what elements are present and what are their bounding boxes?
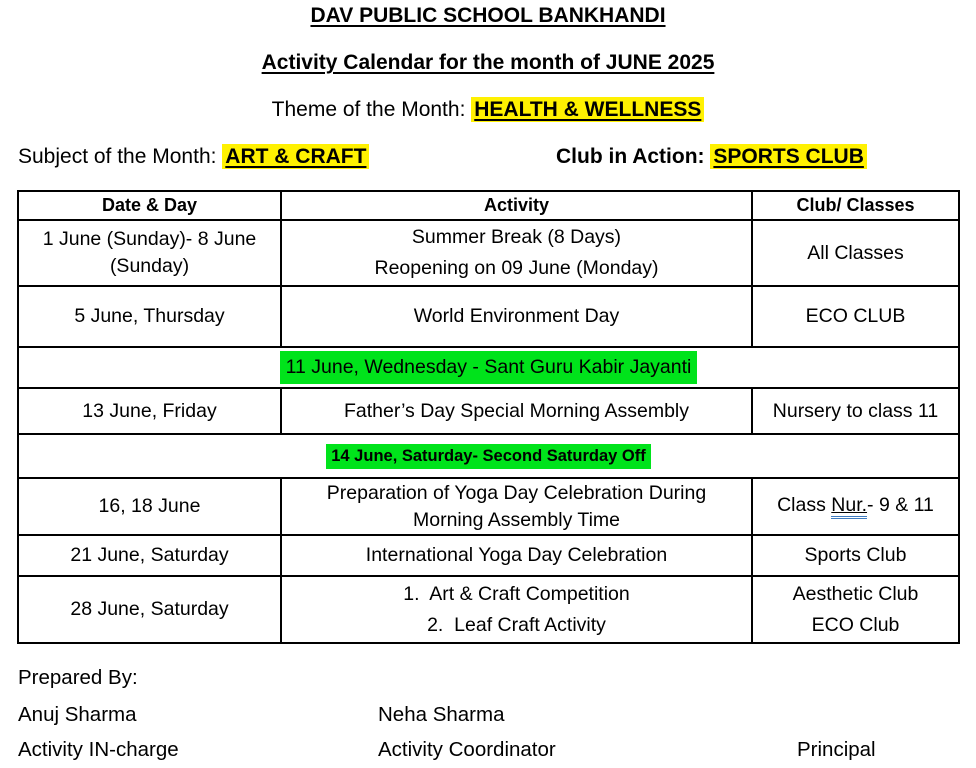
- coordinator-role: Activity Coordinator: [378, 738, 556, 761]
- cell-merged-note: [18, 347, 959, 388]
- green-highlight-text: 11 June, Wednesday - Sant Guru Kabir Jayanti: [280, 351, 698, 384]
- cell-club: [752, 576, 959, 643]
- activity-line: Preparation of Yoga Day Celebration During: [326, 481, 707, 504]
- cell-date: [18, 220, 281, 286]
- incharge-role: Activity IN-charge: [18, 738, 179, 761]
- subject-club-line: [0, 145, 976, 175]
- club-text-grammar-underline: Nur.: [831, 495, 867, 519]
- activity-line: Morning Assembly Time: [413, 508, 620, 531]
- theme-line: [0, 98, 976, 122]
- table-row-kabir-jayanti: [18, 347, 959, 388]
- table-row-yoga-preparation: [18, 478, 959, 535]
- cell-date: 16, 18 June: [18, 478, 281, 535]
- club-line: ECO Club: [811, 613, 900, 636]
- table-row-yoga-day: [18, 535, 959, 576]
- column-header-club: Club/ Classes: [752, 191, 959, 220]
- table-row-second-saturday: [18, 434, 959, 478]
- theme-value-highlight: HEALTH & WELLNESS: [471, 97, 704, 122]
- table-row-fathers-day: [18, 388, 959, 434]
- date-line: 1 June (Sunday)- 8 June: [42, 228, 257, 250]
- cell-activity: [281, 478, 752, 535]
- calendar-title: [0, 51, 976, 75]
- green-highlight-text: 14 June, Saturday- Second Saturday Off: [326, 444, 651, 469]
- theme-label: Theme of the Month:: [271, 98, 472, 121]
- cell-club: ECO CLUB: [752, 286, 959, 347]
- school-name: [0, 4, 976, 28]
- activity-table: [17, 190, 960, 644]
- table-header-row: [18, 191, 959, 220]
- activity-line: Summer Break (8 Days): [411, 226, 622, 248]
- cell-club: Sports Club: [752, 535, 959, 576]
- column-header-activity: Activity: [281, 191, 752, 220]
- table-row-summer-break: [18, 220, 959, 286]
- cell-date: 28 June, Saturday: [18, 576, 281, 643]
- cell-activity: International Yoga Day Celebration: [281, 535, 752, 576]
- table-row-art-craft: [18, 576, 959, 643]
- school-name-text: DAV PUBLIC SCHOOL BANKHANDI: [310, 4, 666, 27]
- cell-activity: World Environment Day: [281, 286, 752, 347]
- club-label: Club in Action:: [556, 145, 711, 168]
- cell-club: [752, 220, 959, 286]
- coordinator-name: Neha Sharma: [378, 703, 505, 726]
- cell-activity: [281, 576, 752, 643]
- activity-line: 2. Leaf Craft Activity: [427, 613, 606, 636]
- activity-line: Reopening on 09 June (Monday): [374, 257, 659, 279]
- table-row-environment-day: [18, 286, 959, 347]
- club-line: Aesthetic Club: [792, 582, 919, 605]
- calendar-title-text: Activity Calendar for the month of JUNE 2025: [261, 51, 715, 74]
- club-text: Class: [777, 494, 832, 516]
- club-value-highlight: SPORTS CLUB: [710, 144, 867, 169]
- club-text: All Classes: [807, 241, 904, 264]
- cell-merged-note: [18, 434, 959, 478]
- principal-role: Principal: [797, 738, 876, 761]
- subject-group: [18, 145, 369, 169]
- incharge-name: Anuj Sharma: [18, 703, 137, 726]
- club-text: - 9 & 11: [867, 494, 934, 516]
- cell-date: 21 June, Saturday: [18, 535, 281, 576]
- cell-activity: [281, 220, 752, 286]
- club-group: [556, 145, 867, 169]
- date-line: (Sunday): [109, 255, 190, 277]
- cell-date: 13 June, Friday: [18, 388, 281, 434]
- cell-activity: Father’s Day Special Morning Assembly: [281, 388, 752, 434]
- activity-line: 1. Art & Craft Competition: [403, 582, 630, 605]
- cell-date: 5 June, Thursday: [18, 286, 281, 347]
- subject-label: Subject of the Month:: [18, 145, 223, 168]
- cell-club: Nursery to class 11: [752, 388, 959, 434]
- prepared-by-label: Prepared By:: [18, 666, 138, 689]
- column-header-date: Date & Day: [18, 191, 281, 220]
- cell-club: [752, 478, 959, 535]
- subject-value-highlight: ART & CRAFT: [222, 144, 369, 169]
